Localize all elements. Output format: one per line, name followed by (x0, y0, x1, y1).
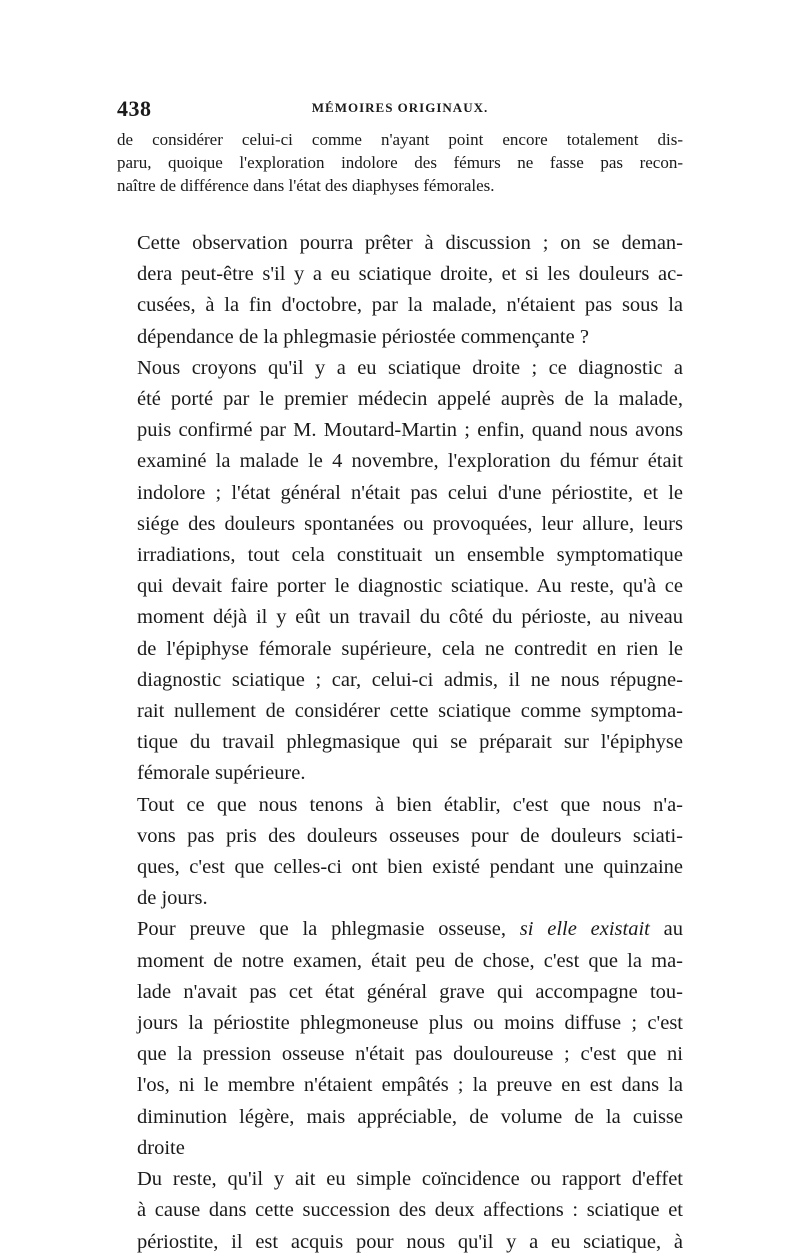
main-text (117, 228, 683, 1258)
text-line: ques, c'est que celles-ci ont bien existé pendant une quinzaine (137, 856, 683, 879)
text-line: examiné la malade le 4 novembre, l'exploration du fémur était (137, 450, 683, 473)
page-header (117, 96, 683, 122)
text-line: de jours. (137, 887, 208, 910)
note-line: paru, quoique l'exploration indolore des fémurs ne fasse pas recon- (117, 153, 683, 172)
italic-phrase: si elle existait (519, 918, 650, 941)
text-line: à cause dans cette succession des deux affections : sciatique et (137, 1199, 683, 1222)
text-line: moment de notre examen, était peu de chose, c'est que la ma- (137, 949, 683, 972)
paragraph (117, 1164, 683, 1258)
text-line: siége des douleurs spontanées ou provoquées, leur allure, leurs (137, 512, 683, 535)
text-line: de l'épiphyse fémorale supérieure, cela ne contredit en rien le (137, 637, 683, 660)
text-line: périostite, il est acquis pour nous qu'il y a eu sciatique, à (137, 1230, 683, 1253)
paragraph (117, 790, 683, 915)
note-line: naître de différence dans l'état des diaphyses fémorales. (117, 176, 495, 195)
text-line: diagnostic sciatique ; car, celui-ci admis, il ne nous répugne- (137, 668, 683, 691)
text-line: Du reste, qu'il y ait eu simple coïncidence ou rapport d'effet (137, 1168, 683, 1191)
text-line (117, 914, 683, 945)
text-line: moment déjà il y eût un travail du côté du périoste, au niveau (137, 606, 683, 629)
text-line: lade n'avait pas cet état général grave qui accompagne tou- (137, 980, 683, 1003)
running-head: MÉMOIRES ORIGINAUX. (311, 100, 489, 115)
text-run: au (663, 918, 683, 941)
text-line: jours la périostite phlegmoneuse plus ou moins diffuse ; c'est (137, 1012, 683, 1035)
text-line: indolore ; l'état général n'était pas celui d'une périostite, et le (137, 481, 683, 504)
paragraph (117, 353, 683, 790)
text-line: Nous croyons qu'il y a eu sciatique droite ; ce diagnostic a (137, 356, 683, 379)
text-line: dera peut-être s'il y a eu sciatique droite, et si les douleurs ac- (137, 263, 683, 286)
text-line: Cette observation pourra prêter à discussion ; on se deman- (137, 232, 683, 254)
paragraph (117, 228, 683, 353)
text-line: fémorale supérieure. (137, 762, 306, 785)
page-number: 438 (117, 96, 152, 121)
text-line: irradiations, tout cela constituait un ensemble symptomatique (137, 544, 683, 567)
text-line: qui devait faire porter le diagnostic sciatique. Au reste, qu'à ce (137, 575, 683, 598)
text-line: que la pression osseuse n'était pas douloureuse ; c'est que ni (137, 1043, 683, 1066)
continued-note (117, 128, 683, 197)
paragraph (117, 914, 683, 1164)
text-line: été porté par le premier médecin appelé auprès de la malade, (137, 388, 683, 411)
text-line: tique du travail phlegmasique qui se préparait sur l'épiphyse (137, 731, 683, 754)
text-line: rait nullement de considérer cette sciatique comme symptoma- (137, 700, 683, 723)
text-line: vons pas pris des douleurs osseuses pour de douleurs sciati- (137, 824, 683, 847)
text-line: l'os, ni le membre n'étaient empâtés ; la preuve en est dans la (137, 1074, 683, 1097)
text-line: puis confirmé par M. Moutard-Martin ; enfin, quand nous avons (137, 419, 683, 442)
note-line: de considérer celui-ci comme n'ayant point encore totalement dis- (117, 130, 683, 149)
text-run: Pour preuve que la phlegmasie osseuse, (137, 918, 506, 941)
text-line: diminution légère, mais appréciable, de volume de la cuisse (137, 1105, 683, 1128)
text-line: droite (137, 1136, 185, 1159)
text-line: dépendance de la phlegmasie périostée commençante ? (137, 325, 589, 348)
text-line: cusées, à la fin d'octobre, par la malade, n'étaient pas sous la (137, 294, 683, 317)
text-line: Tout ce que nous tenons à bien établir, c'est que nous n'a- (137, 793, 683, 816)
